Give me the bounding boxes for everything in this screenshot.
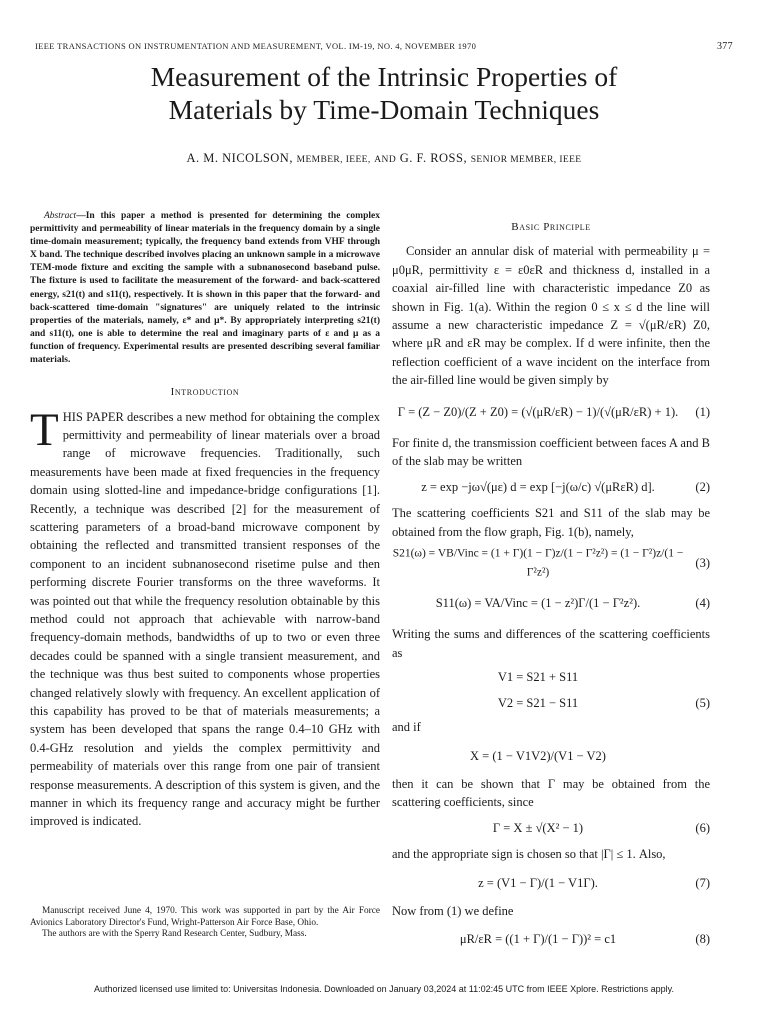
equation-2-formula: z = exp −jω√(με) d = exp [−j(ω/c) √(μRεR) d]. — [421, 480, 655, 495]
paper-title — [0, 60, 768, 126]
paragraph-2: For finite d, the transmission coefficient between faces A and B of the slab may be written — [392, 435, 710, 469]
introduction-heading: Introduction — [170, 386, 240, 399]
author-and: AND — [374, 155, 397, 165]
paragraph-4: Writing the sums and differences of the scattering coefficients as — [392, 627, 710, 660]
footnote-affiliation: The authors are with the Sperry Rand Research Center, Sudbury, Mass. — [42, 929, 307, 940]
equation-8 — [392, 924, 710, 954]
equation-x-formula: X = (1 − V1V2)/(V1 − V2) — [470, 748, 606, 763]
download-notice: Authorized licensed use limited to: Universitas Indonesia. Downloaded on January 03,2024 at 11:02:45 UTC from IEEE Xplore. Restrictions apply. — [94, 984, 674, 994]
equation-7 — [392, 868, 710, 898]
abstract-label: Abstract — [44, 211, 77, 221]
equation-5a — [392, 666, 710, 688]
equation-3-formula: S21(ω) = VB/Vinc = (1 + Γ)(1 − Γ)z/(1 − Γ²z²) = (1 − Γ²)z/(1 − Γ²z²) — [392, 547, 684, 579]
footnote — [30, 906, 380, 941]
equation-7-number: (7) — [695, 875, 710, 890]
equation-4-number: (4) — [695, 596, 710, 611]
author-line — [0, 151, 768, 166]
equation-4-formula: S11(ω) = VA/Vinc = (1 − z²)Γ/(1 − Γ²z²). — [435, 596, 641, 611]
equation-x — [392, 741, 710, 771]
paragraph-7: and the appropriate sign is chosen so that |Γ| ≤ 1. Also, — [392, 847, 666, 862]
equation-8-formula: μR/εR = ((1 + Γ)/(1 − Γ))² = c1 — [459, 931, 617, 946]
equation-2 — [392, 474, 710, 500]
equation-4 — [392, 585, 710, 621]
equation-7-formula: z = (V1 − Γ)/(1 − V1Γ). — [478, 875, 598, 890]
introduction-body — [30, 403, 380, 831]
equation-6-number: (6) — [695, 821, 710, 836]
title-line-2: Materials by Time-Domain Techniques — [168, 94, 600, 125]
paragraph-1: Consider an annular disk of material with permeability μ = μ0μR, permittivity ε = ε0εR and thickness d, installed in a coaxial air-filled line with characteristic impedance Z0 as shown in Fig. 1(a). Within the region 0 ≤ x ≤ d the line will assume a new characteristic impedance Z = √(μR/εR) Z0, where μR and εR may be complex. If d were infinite, then the reflection coefficient of a wave incident on the interface from the air-filled line would be given simply by — [392, 244, 710, 388]
equation-3-number: (3) — [695, 556, 710, 571]
running-header — [35, 41, 733, 55]
equation-2-number: (2) — [695, 480, 710, 495]
equation-6 — [392, 815, 710, 841]
title-line-1: Measurement of the Intrinsic Properties of — [150, 61, 618, 92]
introduction-text: HIS PAPER describes a new method for obtaining the complex permittivity and permeability of linear materials over a broad range of microwave frequencies. Traditionally, such measurements have been made at fixed frequencies in the frequency domain using slotted-line and impedance-bridge configurations [1]. Recently, a technique was described [2] for the measurement of scattering parameters of a broad-band microwave component by obtaining the reflected and transmitted transient responses of the component to an incident subnanosecond risetime pulse and then performing discrete Fourier transforms on the three waveforms. It was pointed out that while the frequency resolution obtainable by this method could not approach that achievable with narrow-band frequency-domain methods, bandwidths of up to two or even three decades could be spanned with a single transient measurement, and the technique was thus best suited to components whose properties changed relatively slowly with frequency. An excellent application of this capability has proved to be that of materials measurements; a system has been developed that spans the range 0.4–10 GHz with 0.4-GHz resolution and yields the complex permittivity and permeability of materials over this range from one pair of transient response measurements. A description of this system is given, and the manner in which its frequency range and accuracy might be further improved is indicated. — [30, 409, 380, 829]
abstract — [30, 210, 380, 367]
author-2-role: SENIOR MEMBER, IEEE — [470, 155, 582, 165]
paragraph-6: then it can be shown that Γ may be obtained from the scattering coefficients, since — [392, 776, 710, 809]
journal-citation: IEEE TRANSACTIONS ON INSTRUMENTATION AND MEASUREMENT, VOL. IM-19, NO. 4, NOVEMBER 1970 — [35, 41, 477, 51]
paragraph-5: and if — [392, 720, 421, 735]
author-1: A. M. NICOLSON, — [186, 151, 293, 165]
page-number: 377 — [716, 41, 733, 52]
abstract-text: —In this paper a method is presented for determining the complex permittivity and permeability of linear materials in the frequency domain by a single time-domain measurement; typically, the frequency band extends from VHF through X band. The technique described involves placing an unknown sample in a microwave TEM-mode fixture and exciting the sample with a subnanosecond baseband pulse. The fixture is used to facilitate the measurement of the forward- and back-scattered energy, s21(t) and s11(t), respectively. It is shown in this paper that the forward- and back-scattered time-domain "signatures" are uniquely related to the intrinsic properties of the materials, namely, ε* and μ*. By appropriately interpreting s21(t) and s11(t), one is able to determine the real and imaginary parts of ε and μ as a function of frequency. Experimental results are presented describing several familiar materials. — [30, 211, 380, 366]
equation-1 — [392, 394, 710, 430]
equation-3 — [392, 545, 710, 581]
equation-5b — [392, 692, 710, 714]
paragraph-3: The scattering coefficients S21 and S11 of the slab may be obtained from the flow graph, Fig. 1(b), namely, — [392, 506, 710, 539]
equation-1-formula: Γ = (Z − Z0)/(Z + Z0) = (√(μR/εR) − 1)/(√(μR/εR) + 1). — [397, 404, 679, 419]
equation-5-number: (5) — [695, 695, 710, 710]
drop-cap: T — [30, 403, 59, 456]
paragraph-8: Now from (1) we define — [392, 903, 514, 918]
left-column — [30, 210, 380, 831]
equation-1-number: (1) — [695, 404, 710, 419]
right-column — [392, 210, 710, 958]
author-1-role: MEMBER, IEEE, — [296, 155, 371, 165]
equation-6-formula: Γ = X ± √(X² − 1) — [492, 821, 584, 836]
equation-8-number: (8) — [695, 931, 710, 946]
basic-principle-heading: Basic Principle — [511, 221, 591, 233]
footnote-received: Manuscript received June 4, 1970. This work was supported in part by the Air Force Avionics Laboratory Director's Fund, Wright-Patterson Air Force Base, Ohio. — [30, 906, 380, 928]
author-2: G. F. ROSS, — [399, 151, 468, 165]
equation-5a-formula: V1 = S21 + S11 — [497, 669, 579, 684]
equation-5b-formula: V2 = S21 − S11 — [497, 695, 579, 710]
